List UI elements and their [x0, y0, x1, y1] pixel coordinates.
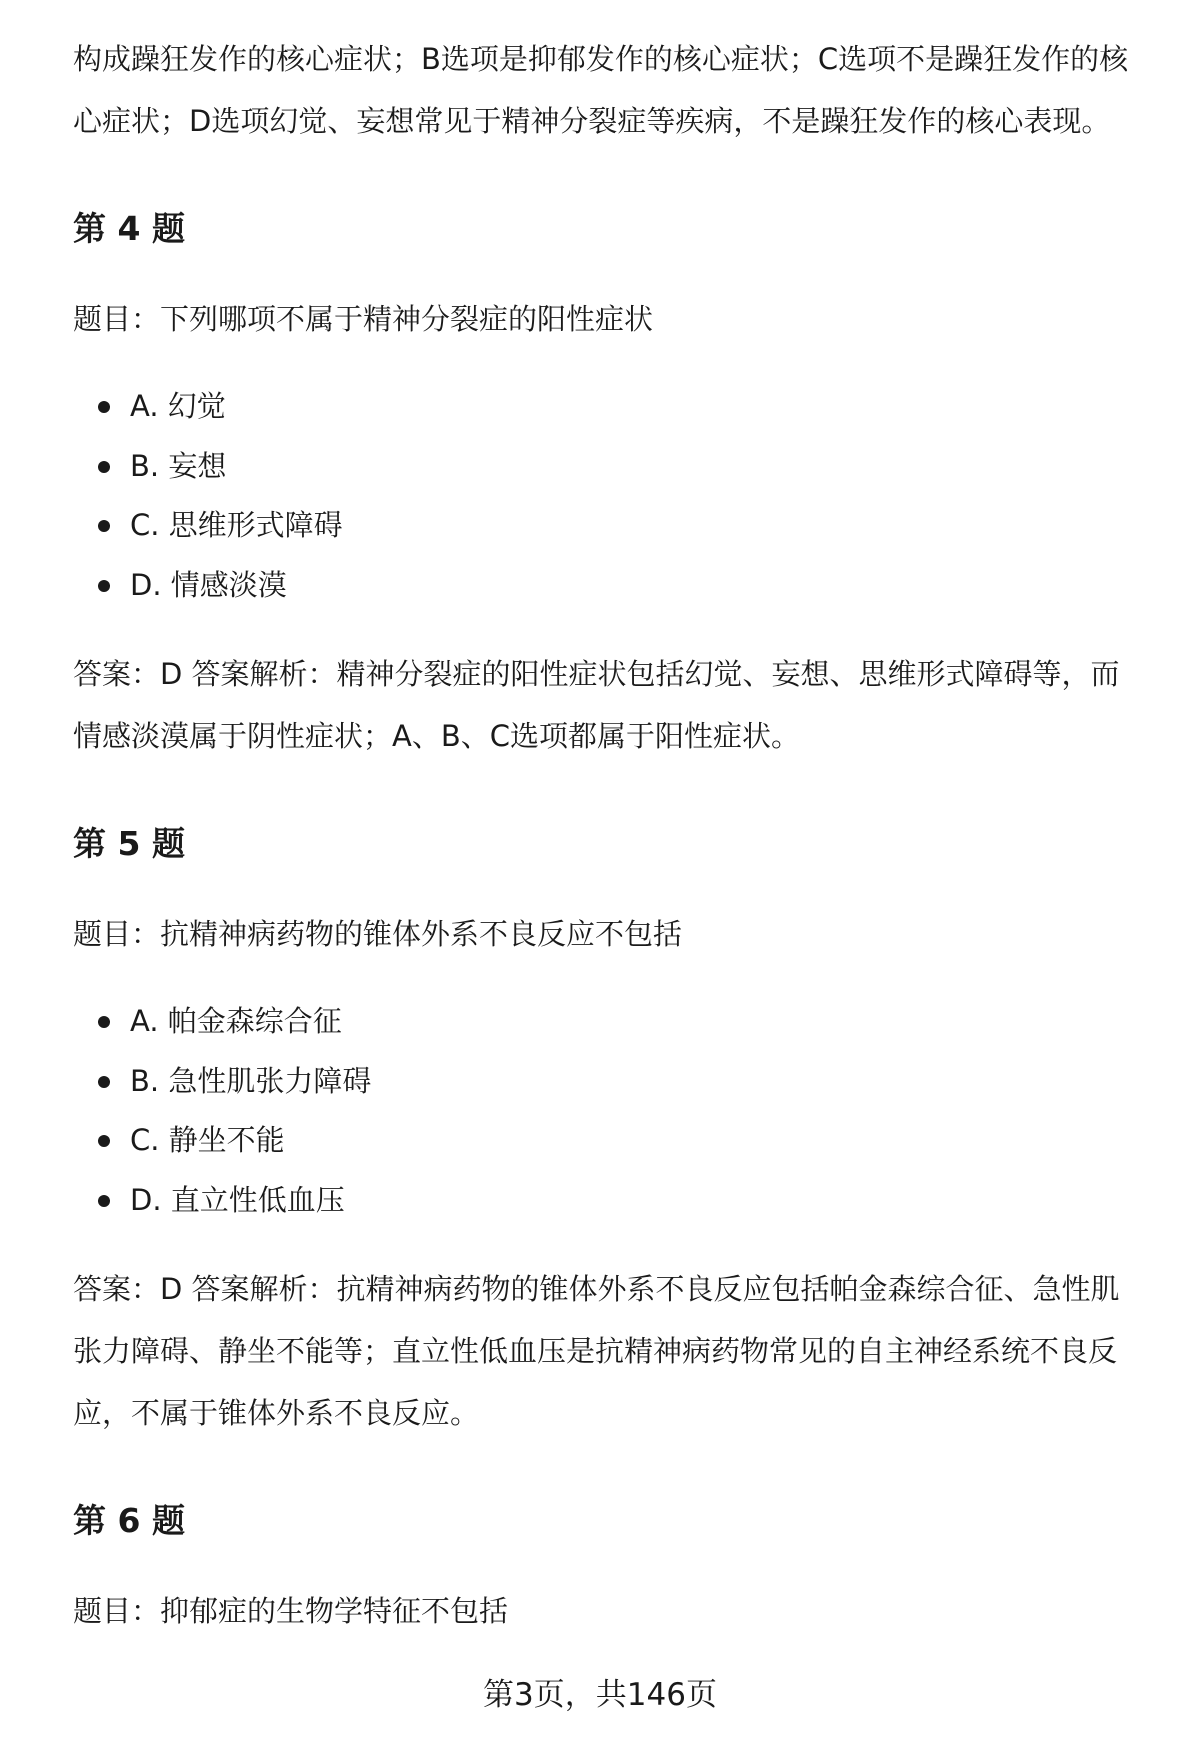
option-text: B. 急性肌张力障碍 [130, 1063, 372, 1098]
question-stem: 题目：下列哪项不属于精神分裂症的阳性症状 [73, 302, 654, 336]
option-item [98, 437, 1130, 497]
option-text: B. 妄想 [130, 448, 227, 483]
option-item [98, 1171, 1130, 1231]
option-text: A. 幻觉 [130, 389, 226, 423]
option-text: D. 直立性低血压 [130, 1182, 345, 1217]
bullet-icon [98, 580, 110, 592]
option-item [98, 1052, 1130, 1112]
question-5 [73, 819, 1130, 1444]
bullet-icon [98, 401, 110, 413]
option-text: C. 思维形式障碍 [130, 508, 343, 542]
option-item [98, 556, 1130, 616]
option-text: D. 情感淡漠 [130, 567, 287, 602]
option-item [98, 377, 1130, 437]
bullet-icon [98, 1016, 110, 1028]
page-footer: 第3页，共146页 [483, 1677, 717, 1713]
previous-answer-continuation: 构成躁狂发作的核心症状；B选项是抑郁发作的核心症状；C选项不是躁狂发作的核心症状；D选项幻觉、妄想常见于精神分裂症等疾病，不是躁狂发作的核心表现。 [73, 42, 1129, 138]
option-item [98, 496, 1130, 556]
question-stem: 题目：抗精神病药物的锥体外系不良反应不包括 [73, 917, 683, 951]
bullet-icon [98, 1076, 110, 1088]
bullet-icon [98, 520, 110, 532]
option-list [73, 992, 1130, 1230]
bullet-icon [98, 461, 110, 473]
bullet-icon [98, 1195, 110, 1207]
option-item [98, 992, 1130, 1052]
question-6 [73, 1496, 1130, 1636]
question-4 [73, 204, 1130, 767]
question-stem: 题目：抑郁症的生物学特征不包括 [73, 1594, 509, 1628]
question-heading: 第 4 题 [73, 209, 185, 248]
option-list [73, 377, 1130, 615]
question-heading: 第 5 题 [73, 824, 185, 863]
option-text: C. 静坐不能 [130, 1123, 285, 1157]
bullet-icon [98, 1135, 110, 1147]
answer-explanation: 答案：D 答案解析：抗精神病药物的锥体外系不良反应包括帕金森综合征、急性肌张力障碍、静坐不能等；直立性低血压是抗精神病药物常见的自主神经系统不良反应，不属于锥体外系不良反应。 [73, 1272, 1120, 1430]
option-text: A. 帕金森综合征 [130, 1004, 342, 1038]
option-item [98, 1111, 1130, 1171]
answer-explanation: 答案：D 答案解析：精神分裂症的阳性症状包括幻觉、妄想、思维形式障碍等，而情感淡漠属于阴性症状；A、B、C选项都属于阳性症状。 [73, 657, 1120, 753]
question-heading: 第 6 题 [73, 1501, 185, 1540]
